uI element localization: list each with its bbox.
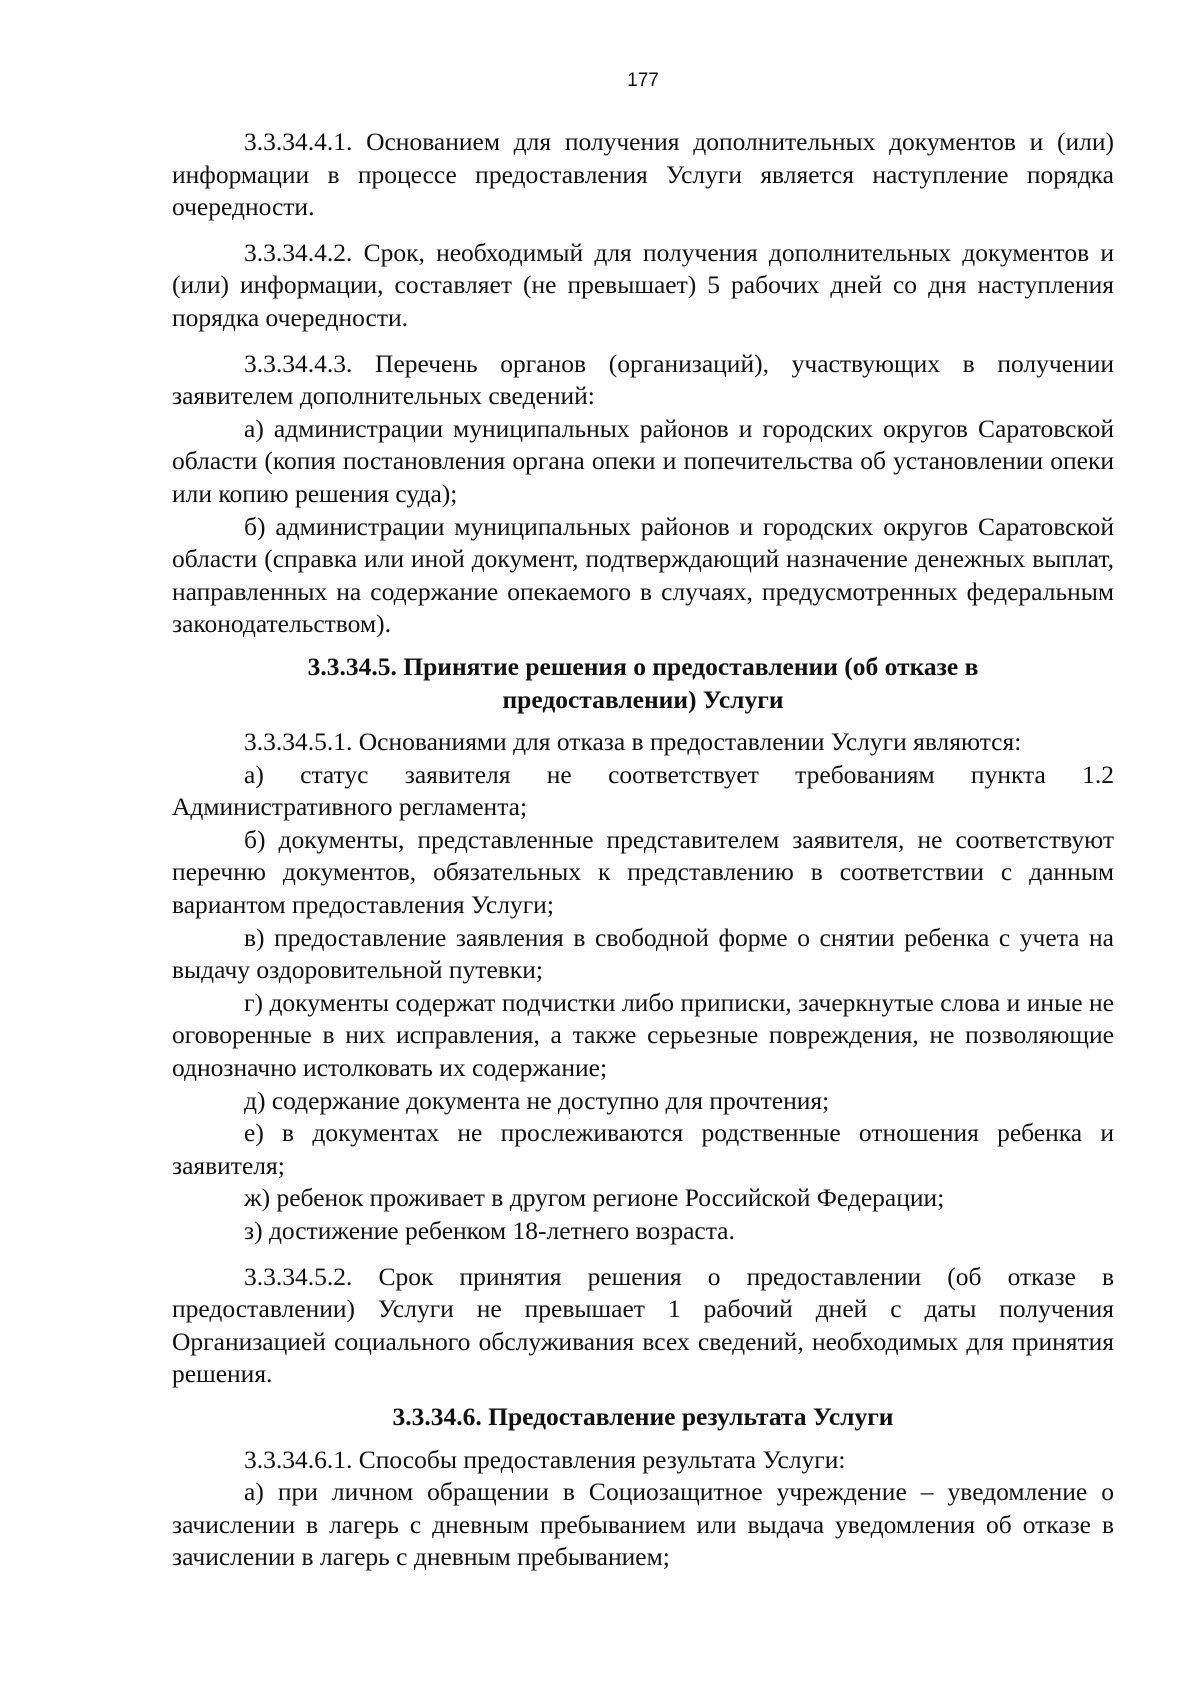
paragraph-3-3-34-6-1: 3.3.34.6.1. Способы предоставления результата Услуги: bbox=[244, 1444, 846, 1474]
paragraph-3-3-34-4-3: 3.3.34.4.3. Перечень органов (организаций), участвующих в получении заявителем дополнительных сведений: bbox=[172, 348, 1114, 411]
list-item-v: в) предоставление заявления в свободной форме о снятии ребенка с учета на выдачу оздоровительной путевки; bbox=[172, 922, 1114, 985]
paragraph-3-3-34-4-1: 3.3.34.4.1. Основанием для получения дополнительных документов и (или) информации в процессе предоставления Услуги является наступление порядка очередности. bbox=[172, 127, 1114, 222]
list-item-b: б) администрации муниципальных районов и городских округов Саратовской области (справка или иной документ, подтверждающий назначение денежных выплат, направленных на содержание опекаемого в случаях, предусмотренных федеральным законодательством). bbox=[172, 511, 1114, 639]
list-item-a: а) статус заявителя не соответствует требованиям пункта 1.2 Административного регламента; bbox=[172, 759, 1114, 822]
section-heading-line-2: предоставлении) Услуги bbox=[502, 684, 784, 714]
section-heading-3-3-34-5 bbox=[172, 651, 1114, 716]
section-heading-line-1: 3.3.34.5. Принятие решения о предоставлении (об отказе в bbox=[307, 651, 979, 681]
page-number: 177 bbox=[627, 70, 659, 91]
paragraph-3-3-34-5-2: 3.3.34.5.2. Срок принятия решения о предоставлении (об отказе в предоставлении) Услуги не превышает 1 рабочий дней с даты получения Организацией социального обслуживания всех сведений, необходимых для принятия решения. bbox=[172, 1261, 1114, 1389]
list-item-zh: ж) ребенок проживает в другом регионе Российской Федерации; bbox=[244, 1183, 945, 1213]
list-item-a: а) администрации муниципальных районов и городских округов Саратовской области (копия постановления органа опеки и попечительства об установлении опеки или копию решения суда); bbox=[172, 413, 1114, 508]
section-heading-3-3-34-6: 3.3.34.6. Предоставление результата Услуги bbox=[392, 1401, 894, 1431]
document-body bbox=[172, 126, 1114, 1574]
list-item-z: з) достижение ребенком 18-летнего возраста. bbox=[244, 1216, 735, 1245]
paragraph-3-3-34-4-2: 3.3.34.4.2. Срок, необходимый для получения дополнительных документов и (или) информации, составляет (не превышает) 5 рабочих дней со дня наступления порядка очередности. bbox=[172, 237, 1114, 332]
list-item-g: г) документы содержат подчистки либо приписки, зачеркнутые слова и иные не оговоренные в них исправления, а также серьезные повреждения, не позволяющие однозначно истолковать их содержание; bbox=[172, 987, 1114, 1083]
list-item-b: б) документы, представленные представителем заявителя, не соответствуют перечню документов, обязательных к представлению в соответствии с данным вариантом предоставления Услуги; bbox=[172, 824, 1114, 920]
list-item-d: д) содержание документа не доступно для прочтения; bbox=[244, 1085, 830, 1115]
list-item-e: е) в документах не прослеживаются родственные отношения ребенка и заявителя; bbox=[172, 1118, 1114, 1180]
paragraph-3-3-34-5-1: 3.3.34.5.1. Основаниями для отказа в предоставлении Услуги являются: bbox=[244, 727, 1022, 757]
list-item-a: а) при личном обращении в Социозащитное учреждение – уведомление о зачислении в лагерь с дневным пребыванием или выдача уведомления об отказе в зачислении в лагерь с дневным пребыванием; bbox=[172, 1477, 1114, 1572]
